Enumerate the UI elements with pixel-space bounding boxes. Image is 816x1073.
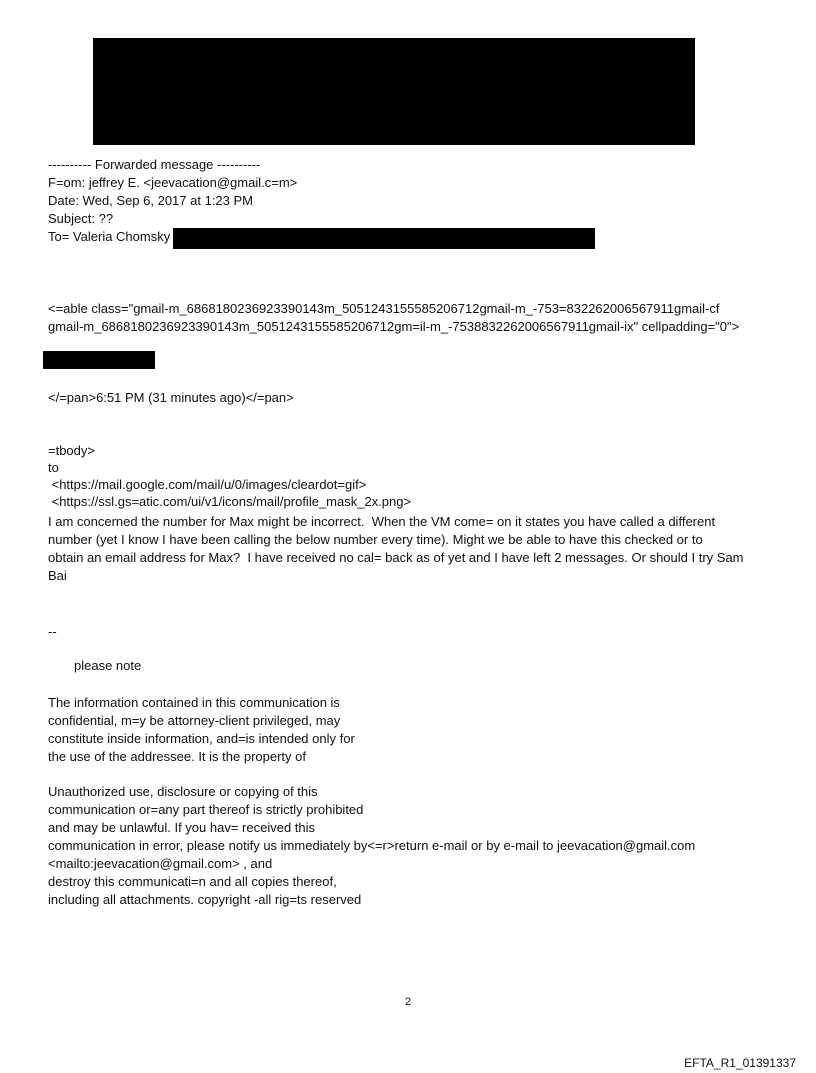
disclaimer-line: <mailto:jeevacation@gmail.com> , and (48, 856, 273, 871)
from-line: F=om: jeffrey E. <jeevacation@gmail.c=m> (48, 175, 298, 190)
disclaimer-line: destroy this communicati=n and all copies thereof, (48, 874, 337, 889)
redaction-block-recipient (173, 228, 595, 249)
profile-mask-link: <https://ssl.gs=atic.com/ui/v1/icons/mail/profile_mask_2x.png> (48, 494, 412, 509)
disclaimer-line: confidential, m=y be attorney-client privileged, may (48, 713, 341, 728)
tbody-line: =tbody> (48, 443, 95, 458)
disclaimer-line: including all attachments. copyright -all rig=ts reserved (48, 892, 362, 907)
signature-separator: -- (48, 624, 57, 639)
disclaimer-line: communication or=any part thereof is strictly prohibited (48, 802, 364, 817)
date-line: Date: Wed, Sep 6, 2017 at 1:23 PM (48, 193, 253, 208)
redaction-block-top (93, 38, 695, 145)
please-note: please note (74, 658, 142, 673)
message-line: I am concerned the number for Max might be incorrect. When the VM come= on it states you have called a different (48, 514, 716, 529)
disclaimer-line: and may be unlawful. If you hav= received this (48, 820, 316, 835)
disclaimer-paragraph-2 (48, 783, 695, 909)
subject-line: Subject: ?? (48, 211, 114, 226)
table-tag-line: <=able class="gmail-m_6868180236923390143m_5051243155585206712gmail-m_-753=832262006567911gmail-cf (48, 301, 720, 316)
message-line: Bai (48, 568, 67, 583)
disclaimer-line: communication in error, please notify us immediately by<=r>return e-mail or by e-mail to jeevacation@gmail.com (48, 838, 696, 853)
table-tag-text (48, 300, 739, 336)
tbody-line: to (48, 460, 59, 475)
redaction-block-sender (43, 351, 155, 369)
forwarded-message-line: ---------- Forwarded message ---------- (48, 157, 261, 172)
disclaimer-paragraph-1 (48, 694, 355, 766)
tbody-block (48, 442, 411, 510)
cleardot-link: <https://mail.google.com/mail/u/0/images/cleardot=gif> (48, 477, 367, 492)
table-tag-line: gmail-m_6868180236923390143m_5051243155585206712gm=il-m_-7538832262006567911gmail-ix" cellpadding="0"> (48, 319, 740, 334)
to-line: To= Valeria Chomsky (48, 229, 171, 244)
message-line: number (yet I know I have been calling the below number every time). Might we be able to have this checked or to (48, 532, 703, 547)
disclaimer-line: constitute inside information, and=is intended only for (48, 731, 355, 746)
page-number: 2 (404, 996, 412, 1008)
disclaimer-line: the use of the addressee. It is the property of (48, 749, 306, 764)
message-body (48, 513, 744, 585)
disclaimer-line: The information contained in this communication is (48, 695, 340, 710)
document-id: EFTA_R1_01391337 (684, 1056, 796, 1070)
disclaimer-line: Unauthorized use, disclosure or copying of this (48, 784, 318, 799)
time-line: </=pan>6:51 PM (31 minutes ago)</=pan> (48, 390, 294, 405)
message-line: obtain an email address for Max? I have received no cal= back as of yet and I have left 2 messages. Or should I try Sam (48, 550, 744, 565)
